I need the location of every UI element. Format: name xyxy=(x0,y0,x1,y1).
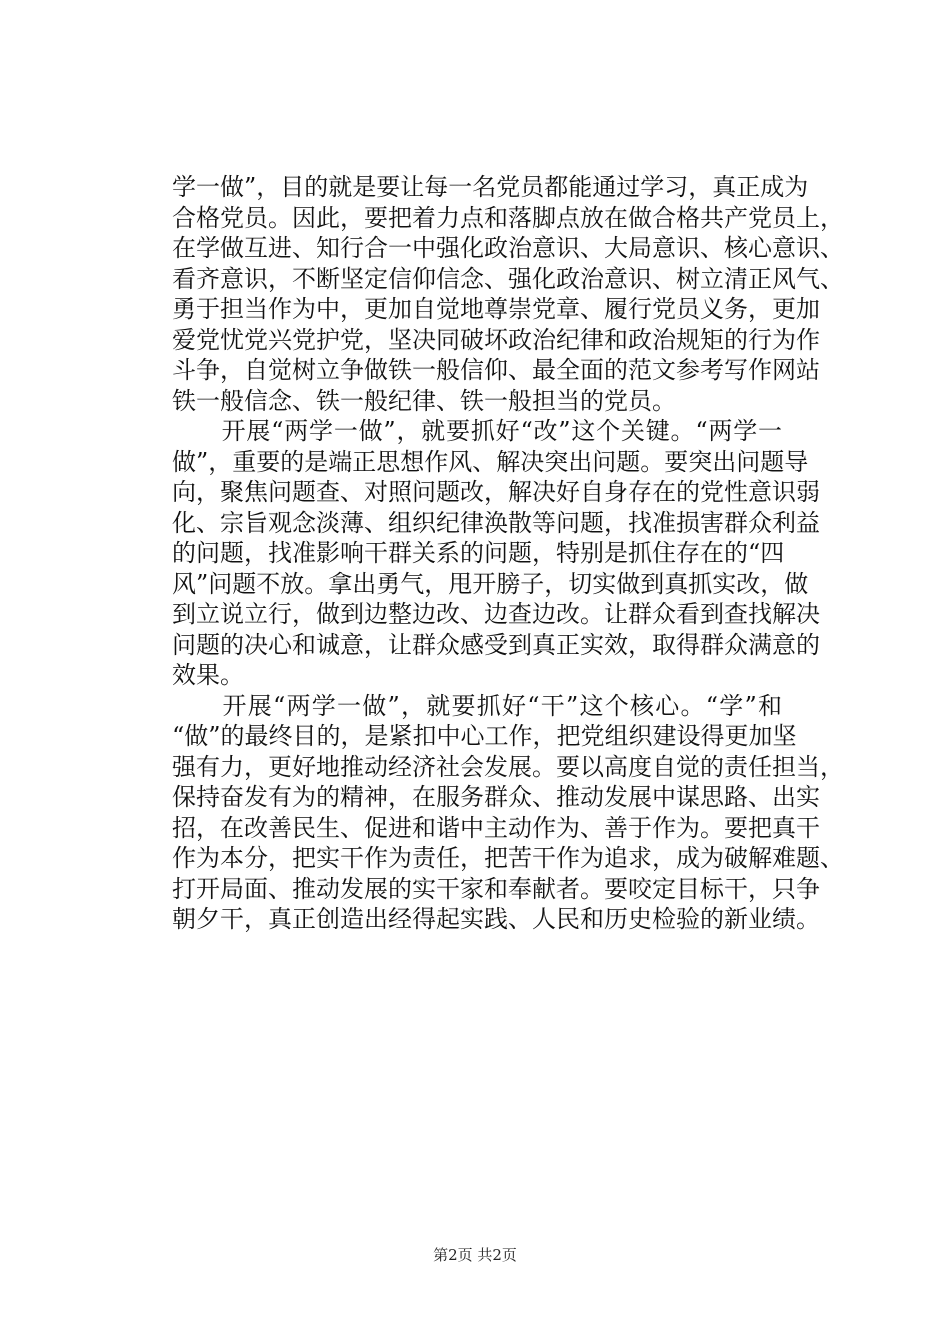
page-footer: 第2页 共2页 xyxy=(433,1246,517,1264)
text-line: 作为本分，把实干作为责任，把苦干作为追求，成为破解难题、 xyxy=(172,844,844,872)
text-line: 斗争，自觉树立争做铁一般信仰、最全面的范文参考写作网站 xyxy=(172,356,820,384)
text-line: 保持奋发有为的精神，在服务群众、推动发展中谋思路、出实 xyxy=(172,783,820,811)
text-line: 看齐意识，不断坚定信仰信念、强化政治意识、树立清正风气、 xyxy=(172,264,844,293)
text-line: 做”，重要的是端正思想作风、解决突出问题。要突出问题导 xyxy=(172,447,809,476)
text-line: 强有力，更好地推动经济社会发展。要以高度自觉的责任担当， xyxy=(172,752,844,781)
paragraph-1 xyxy=(172,172,844,416)
text-line: 朝夕干，真正创造出经得起实践、人民和历史检验的新业绩。 xyxy=(172,905,820,933)
text-line: 打开局面、推动发展的实干家和奉献者。要咬定目标干，只争 xyxy=(172,874,820,903)
text-line: 开展“两学一做”，就要抓好“干”这个核心。“学”和 xyxy=(172,691,782,720)
text-line: 学一做”，目的就是要让每一名党员都能通过学习，真正成为 xyxy=(172,173,809,201)
text-line: 合格党员。因此，要把着力点和落脚点放在做合格共产党员上， xyxy=(172,203,844,232)
text-line: 在学做互进、知行合一中强化政治意识、大局意识、核心意识、 xyxy=(172,234,844,262)
text-line: 的问题，找准影响干群关系的问题，特别是抓住存在的“四 xyxy=(172,539,785,567)
text-line: 勇于担当作为中，更加自觉地尊崇党章、履行党员义务，更加 xyxy=(172,295,820,323)
text-line: 化、宗旨观念淡薄、组织纪律涣散等问题，找准损害群众利益 xyxy=(172,508,820,537)
text-line: 开展“两学一做”，就要抓好“改”这个关键。“两学一 xyxy=(172,417,782,445)
text-line: 效果。 xyxy=(172,661,244,689)
text-line: 到立说立行，做到边整边改、边查边改。让群众看到查找解决 xyxy=(172,600,820,628)
text-line: 爱党忧党兴党护党，坚决同破坏政治纪律和政治规矩的行为作 xyxy=(172,325,820,354)
text-line: 铁一般信念、铁一般纪律、铁一般担当的党员。 xyxy=(172,386,676,415)
text-line: “做”的最终目的，是紧扣中心工作，把党组织建设得更加坚 xyxy=(172,722,797,750)
text-line: 风”问题不放。拿出勇气，甩开膀子，切实做到真抓实改，做 xyxy=(172,569,809,598)
paragraph-3 xyxy=(172,691,844,935)
text-line: 问题的决心和诚意，让群众感受到真正实效，取得群众满意的 xyxy=(172,630,820,659)
text-line: 招，在改善民生、促进和谐中主动作为、善于作为。要把真干 xyxy=(172,813,820,842)
paragraph-2 xyxy=(172,416,820,691)
text-line: 向，聚焦问题查、对照问题改，解决好自身存在的党性意识弱 xyxy=(172,478,820,506)
document-body xyxy=(172,172,844,935)
